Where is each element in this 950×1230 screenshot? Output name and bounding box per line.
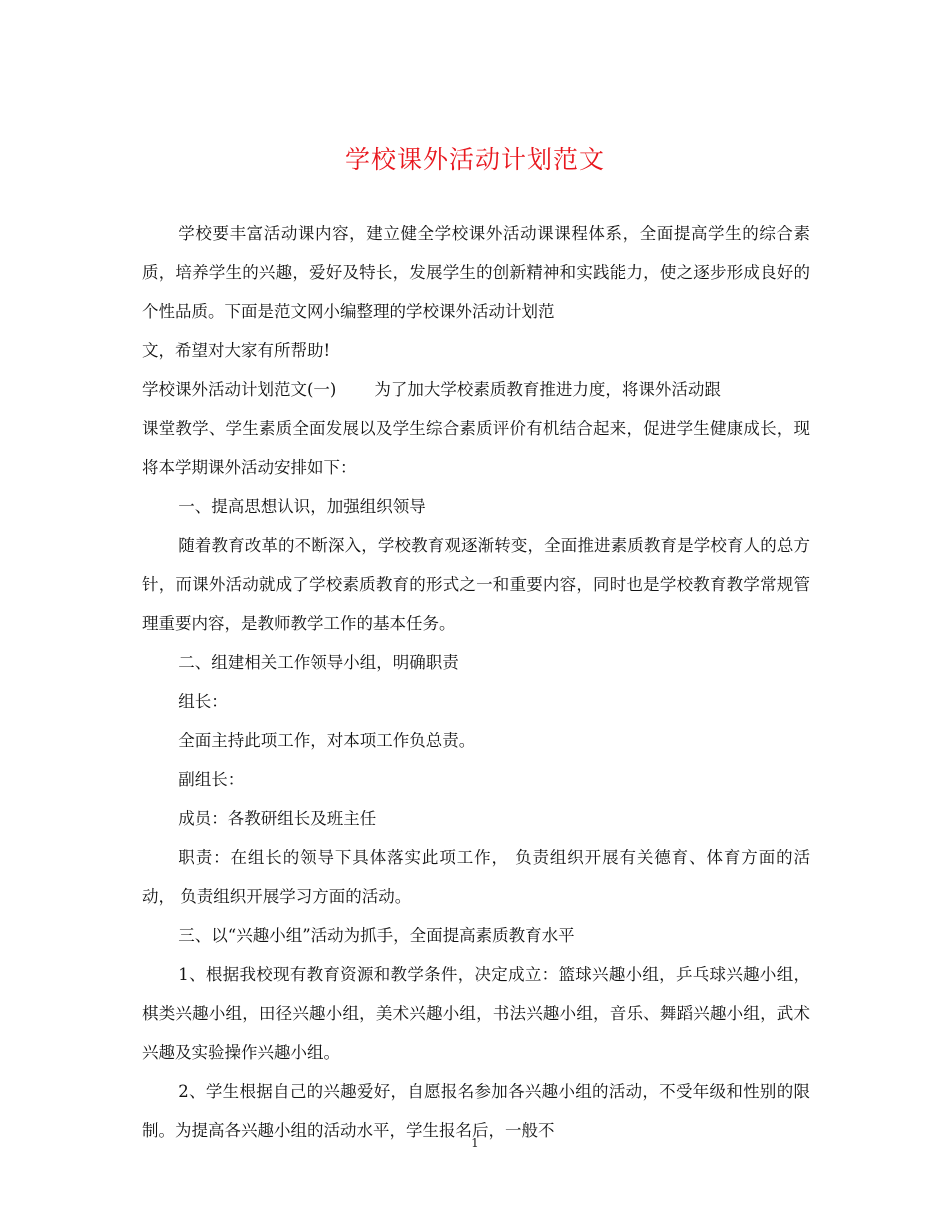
leader-label: 组长： [178, 692, 228, 711]
heading-one: 一、提高思想认识，加强组织领导 [178, 497, 426, 516]
intro-paragraph-end: 文，希望对大家有所帮助! [142, 341, 331, 360]
heading-two: 二、组建相关工作领导小组，明确职责 [178, 653, 459, 672]
document-body [142, 214, 810, 1150]
section-heading-line [142, 370, 810, 409]
heading-three: 三、以“兴趣小组”活动为抓手，全面提高素质教育水平 [178, 926, 575, 945]
section-title: 学校课外活动计划范文(一) [142, 380, 337, 399]
paragraph-one: 随着教育改革的不断深入，学校教育观逐渐转变，全面推进素质教育是学校育人的总方针，而课外活动就成了学校素质教育的形式之一和重要内容，同时也是学校教育教学常规管理重要内容，是教师教学工作的基本任务。 [142, 536, 810, 633]
item-two: 2、学生根据自己的兴趣爱好，自愿报名参加各兴趣小组的活动，不受年级和性别的限制。为提高各兴趣小组的活动水平，学生报名后，一般不 [142, 1082, 810, 1140]
section-lead-continued: 课堂教学、学生素质全面发展以及学生综合素质评价有机结合起来，促进学生健康成长，现将本学期课外活动安排如下： [142, 419, 810, 477]
document-title: 学校课外活动计划范文 [344, 145, 605, 174]
intro-paragraph: 学校要丰富活动课内容，建立健全学校课外活动课课程体系，全面提高学生的综合素质，培养学生的兴趣，爱好及特长，发展学生的创新精神和实践能力，使之逐步形成良好的个性品质。下面是范文网小编整理的学校课外活动计划范 [142, 224, 810, 321]
page-number: 1 [471, 1136, 479, 1150]
item-one: 1、根据我校现有教育资源和教学条件，决定成立：篮球兴趣小组，乒乓球兴趣小组，棋类兴趣小组，田径兴趣小组，美术兴趣小组，书法兴趣小组，音乐、舞蹈兴趣小组，武术兴趣及实验操作兴趣小组。 [142, 965, 810, 1062]
vice-leader-label: 副组长： [178, 770, 245, 789]
members-line: 成员：各教研组长及班主任 [178, 809, 377, 828]
duties-paragraph: 职责：在组长的领导下具体落实此项工作， 负责组织开展有关德育、体育方面的活动， 负责组织开展学习方面的活动。 [142, 848, 810, 906]
section-lead: 为了加大学校素质教育推进力度，将课外活动跟 [374, 380, 721, 399]
leader-duty: 全面主持此项工作，对本项工作负总责。 [178, 731, 476, 750]
